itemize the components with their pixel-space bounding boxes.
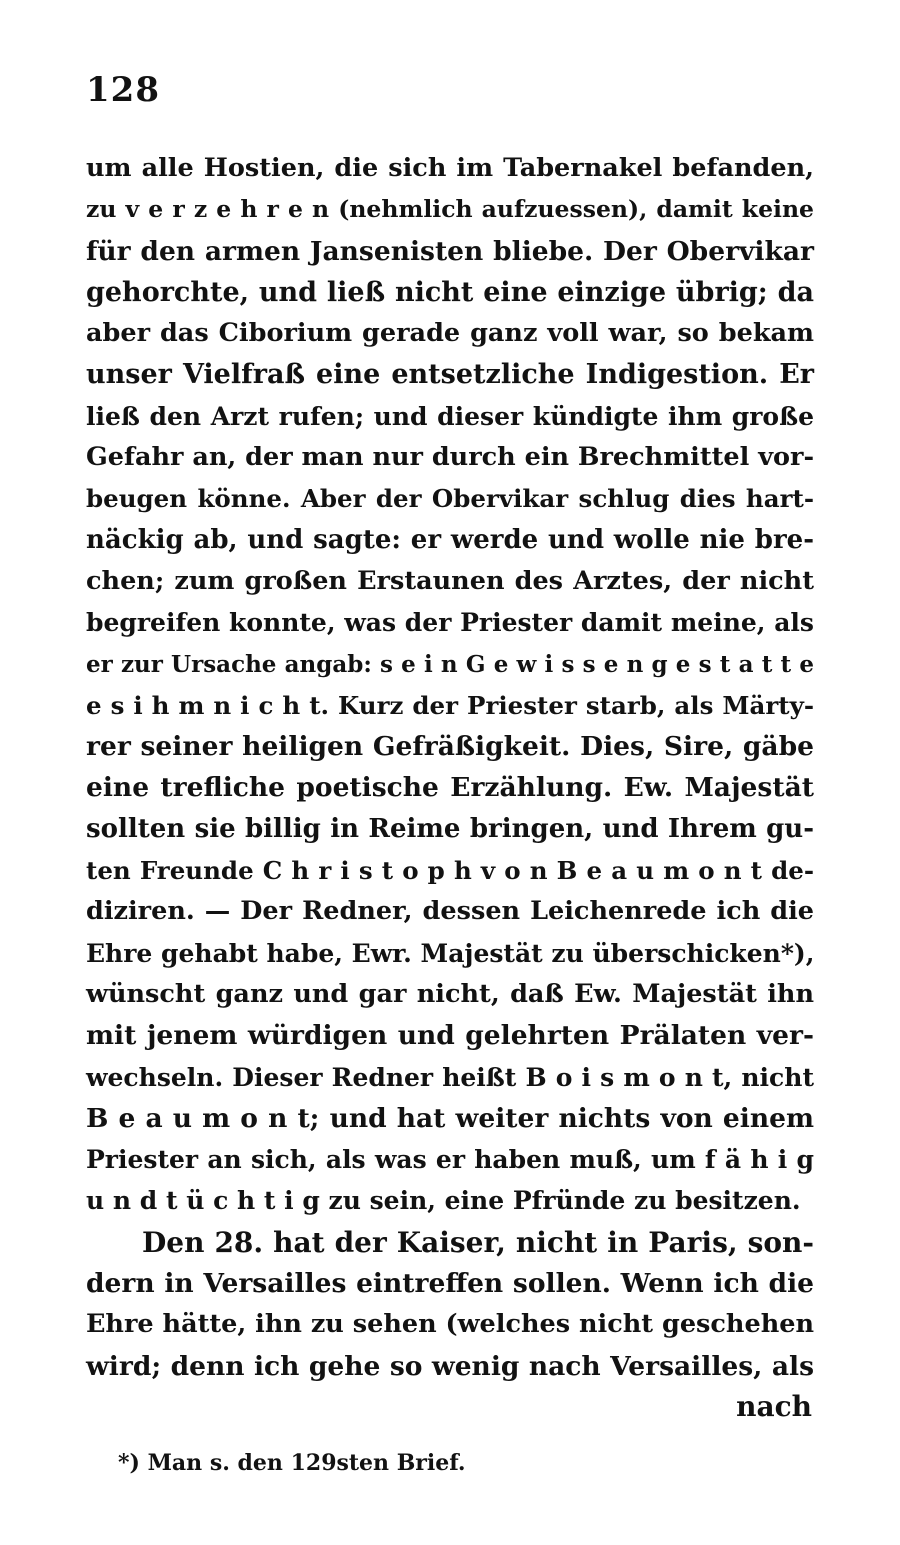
catchword: nach (736, 1390, 812, 1423)
text-line-7: ließ den Arzt rufen; und dieser kündigte ihm große (86, 401, 814, 431)
text-line-17: sollten sie billig in Reime bringen, und Ihrem gu- (86, 813, 814, 844)
text-line-3: für den armen Jansenisten bliebe. Der Obervikar (86, 235, 814, 267)
text-line-1: um alle Hostien, die sich im Tabernakel befanden, (86, 153, 814, 183)
page-number: 128 (86, 70, 160, 110)
text-line-29: Ehre hätte, ihn zu sehen (welches nicht geschehen (86, 1309, 814, 1340)
body-text (86, 148, 814, 1387)
text-line-21: wünscht ganz und gar nicht, daß Ew. Majestät ihn (86, 978, 814, 1009)
text-line-12: begreifen konnte, was der Priester damit meine, als (86, 608, 814, 638)
text-line-8: Gefahr an, der man nur durch ein Brechmittel vor- (86, 442, 815, 473)
text-line-19: diziren. — Der Redner, dessen Leichenrede ich die (86, 896, 814, 927)
text-line-6: unser Vielfraß eine entsetzliche Indigestion. Er (86, 359, 814, 391)
text-line-16: eine trefliche poetische Erzählung. Ew. Majestät (86, 772, 814, 804)
text-line-18: ten Freunde C h r i s t o p h v o n B e a u m o n t de- (86, 856, 814, 886)
text-line-26: u n d t ü c h t i g zu sein, eine Pfründe zu besitzen. (86, 1186, 801, 1216)
text-line-25: Priester an sich, als was er haben muß, um f ä h i g (86, 1145, 814, 1175)
text-line-5: aber das Ciborium gerade ganz voll war, so bekam (86, 318, 814, 349)
text-line-15: rer seiner heiligen Gefräßigkeit. Dies, Sire, gäbe (86, 731, 814, 763)
text-line-13: er zur Ursache angab: s e i n G e w i s s e n g e s t a t t e (86, 650, 814, 678)
text-line-4: gehorchte, und ließ nicht eine einzige übrig; da (86, 276, 814, 308)
text-line-10: näckig ab, und sagte: er werde und wolle nie bre- (86, 524, 814, 555)
text-line-27: Den 28. hat der Kaiser, nicht in Paris, son- (142, 1225, 814, 1259)
text-line-24: B e a u m o n t; und hat weiter nichts von einem (86, 1102, 814, 1134)
text-line-23: wechseln. Dieser Redner heißt B o i s m o n t, nicht (86, 1062, 814, 1092)
footnote: *) Man s. den 129sten Brief. (118, 1450, 466, 1476)
text-line-22: mit jenem würdigen und gelehrten Prälaten ver- (86, 1020, 814, 1052)
text-line-28: dern in Versailles eintreffen sollen. Wenn ich die (86, 1268, 814, 1300)
text-line-14: e s i h m n i c h t. Kurz der Priester starb, als Märty- (86, 690, 814, 720)
text-line-11: chen; zum großen Erstaunen des Arztes, der nicht (86, 565, 814, 596)
text-line-2: zu v e r z e h r e n (nehmlich aufzuessen), damit keine (86, 195, 814, 224)
text-line-30: wird; denn ich gehe so wenig nach Versailles, als (86, 1350, 814, 1382)
text-line-9: beugen könne. Aber der Obervikar schlug dies hart- (86, 484, 814, 514)
text-line-20: Ehre gehabt habe, Ewr. Majestät zu überschicken*), (86, 938, 815, 968)
